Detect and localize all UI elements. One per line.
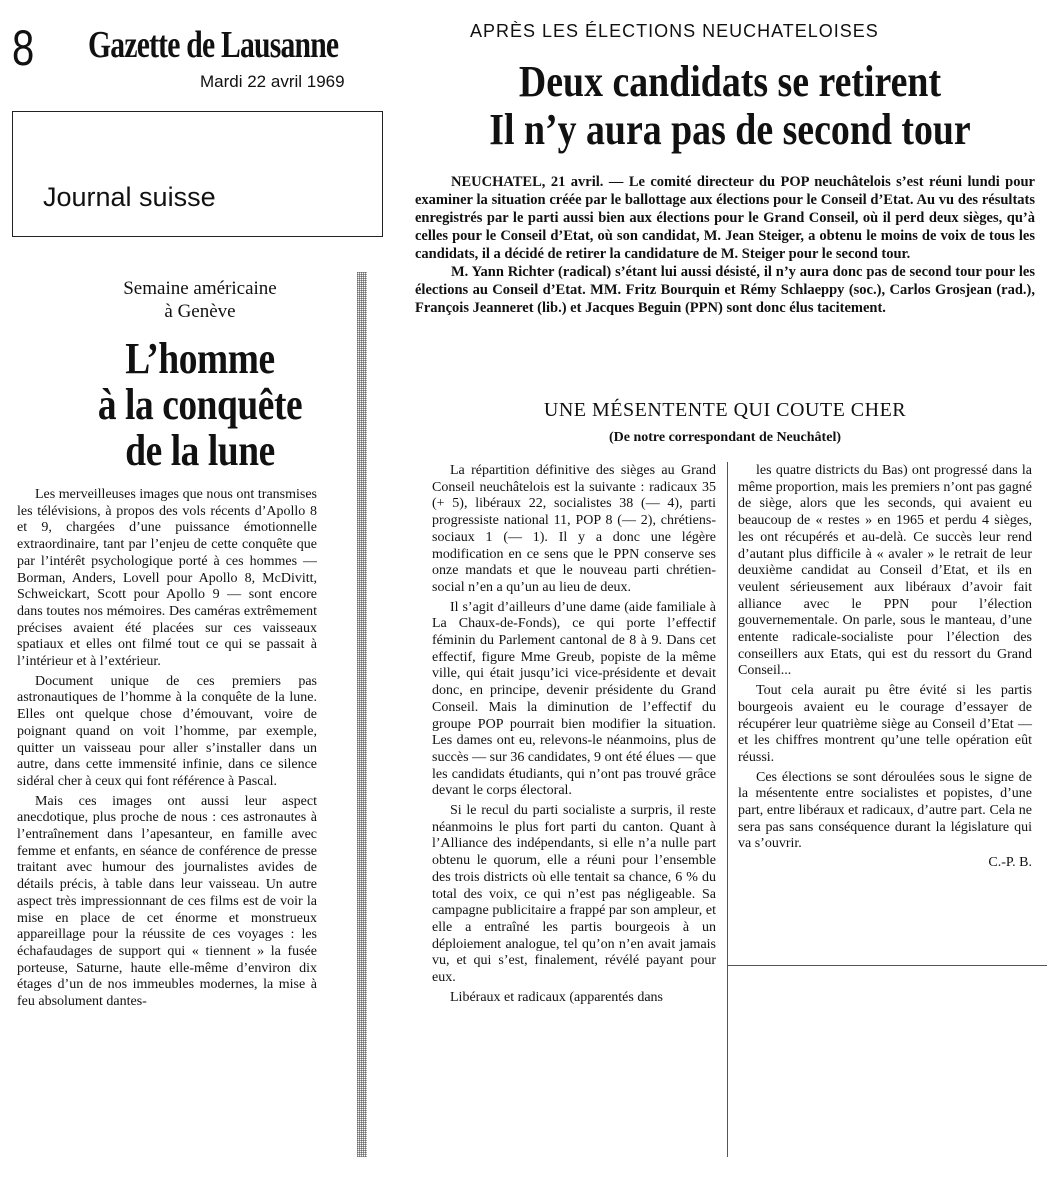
- main-lead: [415, 173, 1035, 317]
- author-signature: C.-P. B.: [988, 855, 1032, 871]
- paragraph: Document unique de ces premiers pas astronautiques de l’homme à la conquête de la lune. Elles ont quelque chose d’émouvant, voire de poignant quand on voit l’homme, par exemple, quitter un vaisseau pour aller s’installer dans un autre, dans cette immensité infinie, dans ce silence sidéral cher à ceux qui font référence à Pascal.: [17, 673, 317, 789]
- paragraph: Les merveilleuses images que nous ont transmises les télévisions, à propos des vols récents d’Apollo 8 et 9, chargées d’une puissance émotionnelle extraordinaire, tant par l’enjeu de cette conquête que par l’intérêt psychologique porté à ces hommes — Borman, Anders, Lovell pour Apollo 8, McDivitt, Schweickart, Scott pour Apollo 9 — sont encore dans toutes nos mémoires. Des caméras extrêmement précises avaient été placées sur ces vaisseaux spatiaux et elles ont filmé tout ce qui se passait à l’intérieur et à l’extérieur.: [17, 487, 317, 670]
- dotted-column-divider: [357, 272, 367, 1157]
- rubric-title: Journal suisse: [43, 182, 216, 212]
- article-end-rule: [727, 965, 1047, 966]
- masthead: Gazette de Lausanne: [88, 24, 339, 66]
- main-column-1: [432, 463, 716, 1153]
- main-headline-line: Deux candidats se retirent: [518, 57, 942, 106]
- paragraph: La répartition définitive des sièges au Grand Conseil neuchâtelois est la suivante : radicaux 35 (+ 5), libéraux 22, socialistes 38 (— 4), parti progressiste national 11, POP 8 (— 2), chrétiens-sociaux 1 (— 1). Il y a donc une légère modification en ce sens que le PPN conserve ses onze mandats et que le nouveau parti chrétien-social n’en a qu’un au lieu de deux.: [432, 463, 716, 595]
- left-headline-line: L’homme: [125, 334, 275, 383]
- main-topline: APRÈS LES ÉLECTIONS NEUCHATELOISES: [470, 21, 879, 41]
- paragraph: Si le recul du parti socialiste a surpris, il reste néanmoins le plus fort parti du canton. Quant à l’Alliance des indépendants, si elle n’a nulle part obtenu le quorum, elle a réuni pour l’ensemble des trois districts où elle tentait sa chance, 6 % du total des voix, ce qui n’est pas négligeable. Sa campagne publicitaire a frappé par son ampleur, et elle a entraîné les partis bourgeois à un déploiement analogue, tel qu’on n’en avait jamais vu, et qui s’est, finalement, révélé payant pour eux.: [432, 803, 716, 986]
- left-headline: [0, 336, 400, 474]
- main-headline-line: Il n’y aura pas de second tour: [489, 105, 971, 154]
- paragraph: Mais ces images ont aussi leur aspect anecdotique, plus proche de nous : ces astronautes à l’entraînement dans l’apesanteur, en famille avec femme et enfants, en séance de conférence de presse traitant avec humour des journalistes avides de détails précis, à table dans leur vaisseau. Un autre aspect très impressionnant de ces films est de voir la mise en place de cet énorme et monstrueux appareillage pour la réussite de ces voyages : les échafaudages de support qui « tiennent » la fusée porteuse, Saturne, haute elle-même d’environ dix étages d’un de nos immeubles modernes, la mise à feu absolument dantes-: [17, 793, 317, 1010]
- left-headline-line: à la conquête: [97, 380, 303, 429]
- left-kicker-line-2: à Genève: [164, 301, 236, 322]
- left-headline-line: de la lune: [125, 426, 275, 475]
- issue-date: Mardi 22 avril 1969: [200, 72, 345, 91]
- lead-paragraph: M. Yann Richter (radical) s’étant lui aussi désisté, il n’y aura donc pas de second tour pour les élections au Conseil d’Etat. MM. Fritz Bourquin et Rémy Schlaeppy (soc.), Carlos Grosjean (rad.), François Jeanneret (lib.) et Jacques Beguin (PPN) sont donc élus tacitement.: [415, 264, 1035, 316]
- left-kicker-line-1: Semaine américaine: [123, 278, 277, 299]
- paragraph: les quatre districts du Bas) ont progressé dans la même proportion, mais les premiers n’ont pas gagné de siège, alors que les seconds, qui avaient eu beaucoup de « restes » en 1965 et perdu 4 sièges, les ont récupérés et au-delà. Ce succès leur rend d’autant plus difficile à « avaler » le retrait de leur deuxième candidat au Conseil d’Etat, et ils en veulent sérieusement aux libéraux d’avoir fait alliance avec le PPN pour l’élection gouvernementale. On parle, sous le manteau, d’une entente radicale-socialiste pour l’élection des conseillers aux Etats, qui est du ressort du Grand Conseil...: [738, 463, 1032, 679]
- paragraph: Libéraux et radicaux (apparentés dans: [450, 989, 664, 1005]
- main-subhead: UNE MÉSENTENTE QUI COUTE CHER: [543, 399, 907, 421]
- paragraph: Il s’agit d’ailleurs d’une dame (aide familiale à La Chaux-de-Fonds), ce qui porte l’effectif féminin du Parlement cantonal de 8 à 9. Dans cet effectif, figure Mme Greub, popiste de la même ville, qui était jusqu’ici vice-présidente et devait donc, en principe, devenir présidente du Grand Conseil. Mais la diminution de l’effectif du groupe POP pourrait bien modifier la situation. Les dames ont eu, relevons-le néanmoins, plus de succès — sur 36 candidates, 9 ont été élues — que les candidats étudiants, qui n’ont pas trouvé grâce devant le corps électoral.: [432, 599, 716, 799]
- paragraph: Tout cela aurait pu être évité si les partis bourgeois avaient eu le courage d’essayer de récupérer leur quatrième siège au Conseil d’Etat — et les chiffres montrent qu’une telle opération eût réussi.: [738, 683, 1032, 765]
- main-headline: [410, 58, 1050, 154]
- lead-paragraph: NEUCHATEL, 21 avril. — Le comité directeur du POP neuchâtelois s’est réuni lundi pour examiner la situation créée par le ballottage aux élections pour le Conseil d’Etat. Au vu des résultats enregistrés par le parti aussi bien aux élections pour le Grand Conseil, où il perd deux sièges, qu’à celles pour le Conseil d’Etat, où son candidat, M. Jean Steiger, a obtenu le moins de voix de tous les candidats, il a décidé de retirer la candidature de M. Steiger pour le second tour.: [415, 174, 1035, 262]
- rubric-box: [12, 111, 383, 237]
- paragraph: Ces élections se sont déroulées sous le signe de la mésentente entre socialistes et popistes, d’une part, entre libéraux et radicaux, d’autre part. Cela ne sera pas sans conséquence durant la législature qui va s’ouvrir.: [738, 769, 1032, 852]
- column-rule: [727, 462, 728, 1157]
- left-article-body: [17, 487, 317, 1162]
- main-column-2: [738, 463, 1032, 872]
- main-byline: (De notre correspondant de Neuchâtel): [608, 430, 841, 445]
- page-number: 8: [12, 20, 35, 76]
